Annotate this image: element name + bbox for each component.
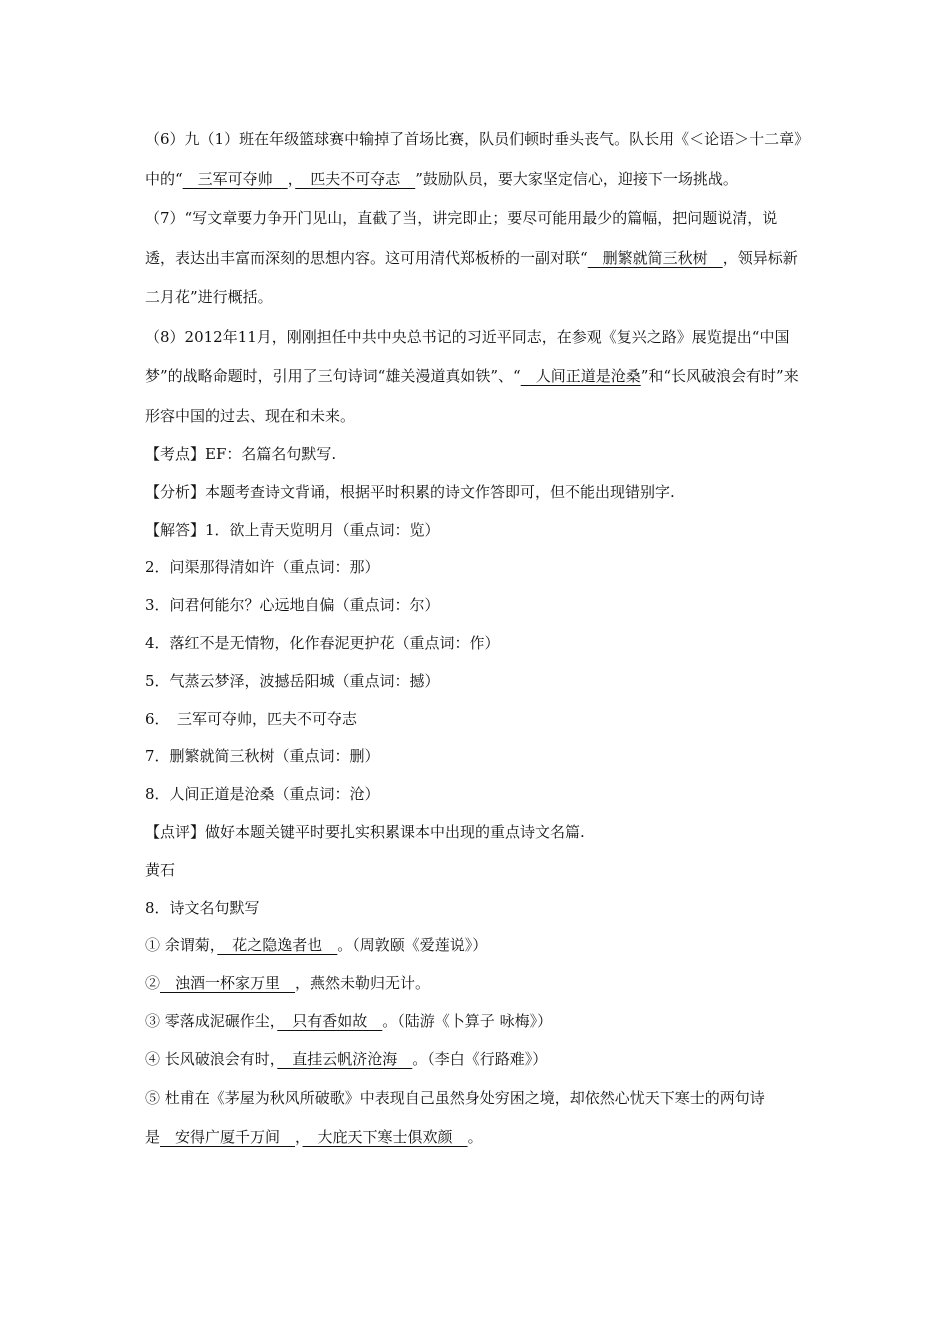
question-8-tail: ”和“长风破浪会有时”来形容中国的过去、现在和未来。 [145, 367, 799, 425]
jieda-answer-6: 6． 三军可夺帅，匹夫不可夺志 [145, 709, 358, 728]
item-2 [145, 965, 807, 1003]
item-4-pre: ④ 长风破浪会有时， [145, 1049, 278, 1068]
item-5-answer-1: 安得广厦千万间 [160, 1128, 296, 1147]
jieda-answer-3: 3．问君何能尔？心远地自偏（重点词：尔） [145, 596, 440, 615]
item-5-comma: ， [295, 1128, 303, 1147]
item-5-answer-2: 大庇天下寒士俱欢颜 [302, 1128, 468, 1147]
item-2-pre: ② [145, 974, 161, 993]
question-6-comma: ， [287, 169, 296, 188]
item-3-answer: 只有香如故 [277, 1011, 383, 1030]
dianping-line [145, 814, 807, 852]
question-8 [145, 318, 807, 437]
question-6-text: （6）九（1）班在年级篮球赛中输掉了首场比赛，队员们顿时垂头丧气。队长用《＜论语＞十二章》中的“ [145, 130, 802, 188]
fenxi-text: 本题考查诗文背诵，根据平时积累的诗文作答即可，但不能出现错别字. [205, 482, 675, 501]
jieda-answer-5: 5．气蒸云梦泽，波撼岳阳城（重点词：撼） [145, 671, 440, 690]
item-5-post: 。 [467, 1128, 483, 1147]
item-4 [145, 1041, 807, 1079]
jieda-answer-4: 4．落红不是无情物，化作春泥更护花（重点词：作） [145, 633, 500, 652]
source-label: 黄石 [145, 860, 176, 879]
item-1-post: 。（周敦颐《爱莲说》） [337, 936, 488, 955]
item-2-answer: 浊酒一杯家万里 [160, 974, 296, 993]
question-7-text: （7）“写文章要力争开门见山，直截了当，讲完即止；要尽可能用最少的篇幅，把问题说清，说透，表达出丰富而深刻的思想内容。这可用清代郑板桥的一副对联“ [145, 209, 778, 267]
answer-8: 人间正道是沧桑 [520, 367, 641, 385]
question-6 [145, 120, 807, 199]
fenxi-tag: 【分析】 [145, 482, 206, 501]
dianping-text: 做好本题关键平时要扎实积累课本中出现的重点诗文名篇. [205, 822, 585, 841]
question-7-tail: ，领异标新二月花”进行概括。 [145, 248, 798, 306]
jieda-answer-1: 1．欲上青天览明月（重点词：览） [205, 520, 440, 539]
item-4-answer: 直挂云帆济沧海 [277, 1049, 413, 1068]
item-1 [145, 927, 807, 965]
kaodian-text: EF：名篇名句默写. [205, 445, 337, 463]
answer-7: 删繁就简三秋树 [587, 248, 723, 267]
answer-6-1: 三军可夺帅 [182, 169, 288, 188]
item-1-answer: 花之隐逸者也 [217, 936, 338, 955]
question-7 [145, 199, 807, 318]
question-title: 8．诗文名句默写 [145, 898, 260, 917]
kaodian-tag: 【考点】 [145, 445, 206, 463]
question-8-text: （8）2012年11月，刚刚担任中共中央总书记的习近平同志，在参观《复兴之路》展览提出“中国梦”的战略命题时，引用了三句诗词“雄关漫道真如铁”、“ [145, 327, 790, 385]
jieda-tag: 【解答】 [145, 520, 206, 539]
question-6-tail: ”鼓励队员，要大家坚定信心，迎接下一场挑战。 [415, 169, 738, 188]
jieda-answer-7: 7．删繁就简三秋树（重点词：删） [145, 747, 380, 766]
dianping-tag: 【点评】 [145, 822, 206, 841]
item-3-post: 。（陆游《卜算子 咏梅》） [382, 1011, 553, 1030]
item-1-pre: ① 余谓菊， [145, 936, 218, 955]
fenxi-line [145, 474, 807, 512]
item-3-pre: ③ 零落成泥碾作尘， [145, 1011, 278, 1030]
item-5 [145, 1079, 807, 1158]
item-2-post: ，燕然未勒归无计。 [295, 974, 431, 993]
kaodian-line [145, 436, 807, 474]
jieda-line-1 [145, 512, 807, 550]
jieda-answer-2: 2．问渠那得清如许（重点词：那） [145, 558, 380, 577]
jieda-answer-8: 8．人间正道是沧桑（重点词：沧） [145, 785, 380, 804]
answer-6-2: 匹夫不可夺志 [295, 169, 416, 188]
document-page [145, 120, 807, 1158]
item-3 [145, 1003, 807, 1041]
item-5-pre: ⑤ 杜甫在《茅屋为秋风所破歌》中表现自己虽然身处穷困之境，却依然心忧天下寒士的两句诗是 [145, 1088, 765, 1147]
item-4-post: 。（李白《行路难》） [412, 1049, 548, 1068]
